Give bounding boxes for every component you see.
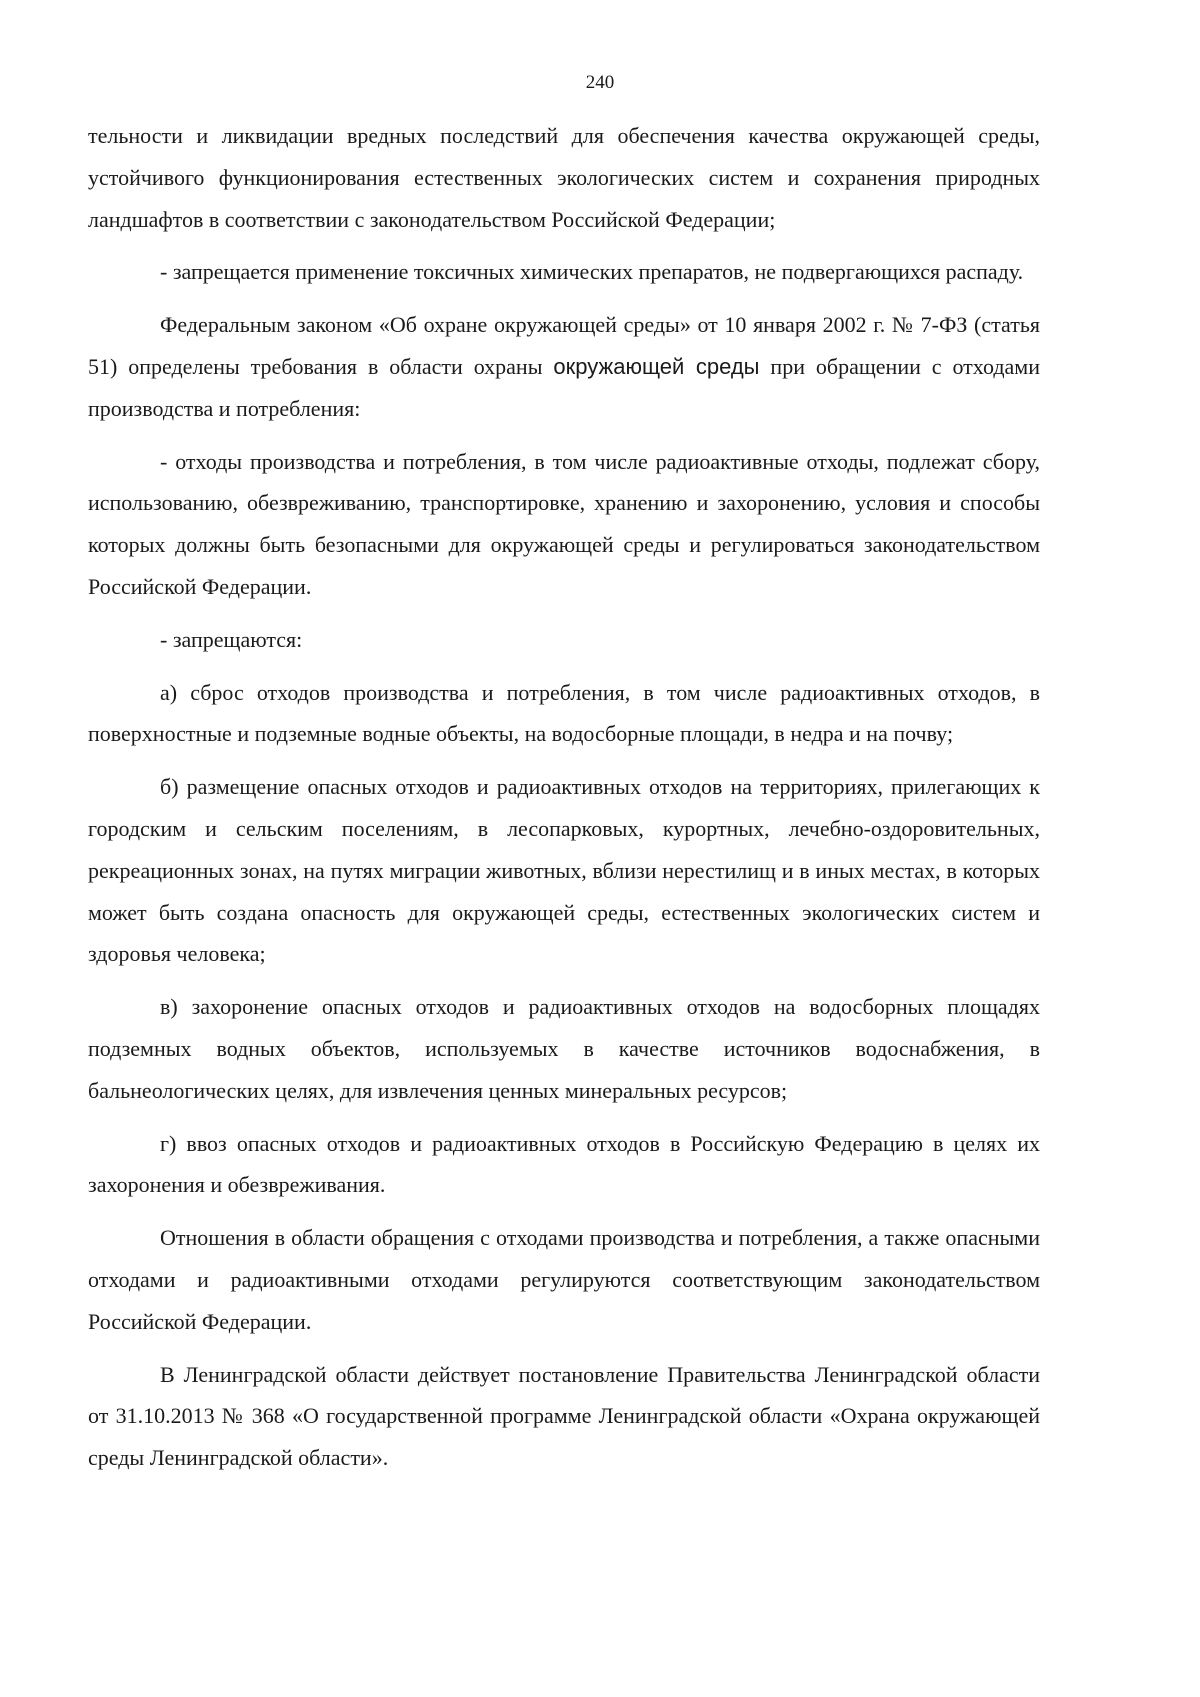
paragraph-prohibited: - запрещаются: (160, 626, 303, 652)
page-number: 240 (585, 72, 615, 93)
list-item-a: а) сброс отходов производства и потребления, в том числе радиоактивных отходов, в поверхностные и подземные водные объекты, на водосборные площади, в недра и на почву; (88, 679, 1040, 747)
paragraph-regulation: Отношения в области обращения с отходами производства и потребления, а также опасными отходами и радиоактивными отходами регулируются соответствующим законодательством Российской Федерации. (88, 1225, 1040, 1334)
list-item-g: г) ввоз опасных отходов и радиоактивных отходов в Российскую Федерацию в целях их захоронения и обезвреживания. (88, 1130, 1040, 1198)
document-body (88, 115, 1040, 1479)
paragraph-continuation: тельности и ликвидации вредных последствий для обеспечения качества окружающей среды, устойчивого функционирования естественных экологических систем и сохранения природных ландшафтов в соответствии с законодательством Российской Федерации; (88, 123, 1040, 232)
paragraph-federal-law (88, 304, 1040, 429)
federal-law-text-after: при обращении с отходами производства и потребления: (88, 353, 1040, 421)
federal-law-text-before: Федеральным законом «Об охране окружающей среды» от 10 января 2002 г. № 7-ФЗ (статья 51) определены требования в области охраны (88, 312, 1040, 379)
paragraph-toxic-chemicals: - запрещается применение токсичных химических препаратов, не подвергающихся распаду. (160, 259, 1024, 285)
federal-law-highlight: окружающей среды (553, 353, 760, 379)
paragraph-leningrad: В Ленинградской области действует постановление Правительства Ленинградской области от 31.10.2013 № 368 «О государственной программе Ленинградской области «Охрана окружающей среды Ленинградской области». (88, 1361, 1040, 1471)
list-item-v: в) захоронение опасных отходов и радиоактивных отходов на водосборных площадях подземных водных объектов, используемых в качестве источников водоснабжения, в бальнеологических целях, для извлечения ценных минеральных ресурсов; (88, 994, 1040, 1103)
list-item-b: б) размещение опасных отходов и радиоактивных отходов на территориях, прилегающих к городским и сельским поселениям, в лесопарковых, курортных, лечебно-оздоровительных, рекреационных зонах, на путях миграции животных, вблизи нерестилищ и в иных местах, в которых может быть создана опасность для окружающей среды, естественных экологических систем и здоровья человека; (88, 774, 1040, 967)
paragraph-waste-collection: - отходы производства и потребления, в том числе радиоактивные отходы, подлежат сбору, использованию, обезвреживанию, транспортировке, хранению и захоронению, условия и способы которых должны быть безопасными для окружающей среды и регулироваться законодательством Российской Федерации. (88, 448, 1040, 599)
